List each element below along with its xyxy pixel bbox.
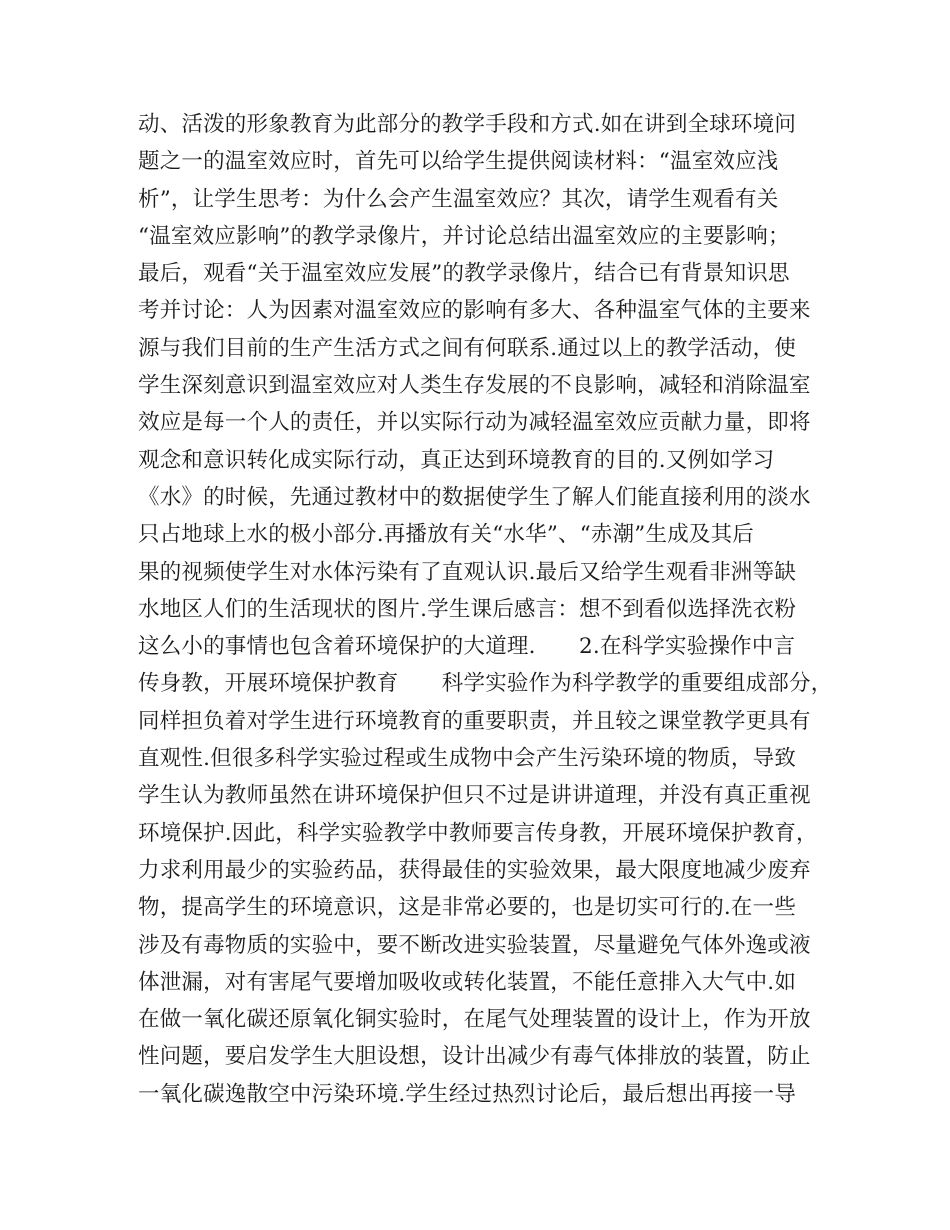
text-line: 观念和意识转化成实际行动，真正达到环境教育的目的.又例如学习 xyxy=(138,447,775,473)
text-line: 性问题，要启发学生大胆设想，设计出减少有毒气体排放的装置，防止 xyxy=(138,1044,811,1070)
body-text xyxy=(138,106,833,1113)
text-line: 水地区人们的生活现状的图片.学生课后感言：想不到看似选择洗衣粉 xyxy=(138,596,797,622)
text-line: 考并讨论：人为因素对温室效应的影响有多大、各种温室气体的主要来 xyxy=(138,298,811,324)
text-line: 最后，观看“关于温室效应发展”的教学录像片，结合已有背景知识思 xyxy=(138,261,790,287)
text-line: “温室效应影响”的教学录像片，并讨论总结出温室效应的主要影响； xyxy=(138,223,790,249)
text-line: 只占地球上水的极小部分.再播放有关“水华”、“赤潮”生成及其后 xyxy=(138,522,755,548)
text-line: 学生认为教师虽然在讲环境保护但只不过是讲讲道理，并没有真正重视 xyxy=(138,783,811,809)
text-line: 在做一氧化碳还原氧化铜实验时，在尾气处理装置的设计上，作为开放 xyxy=(138,1007,811,1033)
text-line: 《水》的时候，先通过教材中的数据使学生了解人们能直接利用的淡水 xyxy=(138,484,811,510)
text-line: 传身教，开展环境保护教育 科学实验作为科学教学的重要组成部分， xyxy=(138,671,833,697)
text-line: 体泄漏，对有害尾气要增加吸收或转化装置，不能任意排入大气中.如 xyxy=(138,969,797,995)
text-line: 题之一的温室效应时，首先可以给学生提供阅读材料：“温室效应浅 xyxy=(138,149,779,175)
text-line: 效应是每一个人的责任，并以实际行动为减轻温室效应贡献力量，即将 xyxy=(138,410,811,436)
text-line: 力求利用最少的实验药品，获得最佳的实验效果，最大限度地减少废弃 xyxy=(138,857,811,883)
text-line: 果的视频使学生对水体污染有了直观认识.最后又给学生观看非洲等缺 xyxy=(138,559,797,585)
text-line: 一氧化碳逸散空中污染环境.学生经过热烈讨论后，最后想出再接一导 xyxy=(138,1081,797,1107)
text-line: 同样担负着对学生进行环境教育的重要职责，并且较之课堂教学更具有 xyxy=(138,708,811,734)
text-line: 这么小的事情也包含着环境保护的大道理. 2.在科学实验操作中言 xyxy=(138,634,796,660)
text-line: 物，提高学生的环境意识，这是非常必要的，也是切实可行的.在一些 xyxy=(138,895,797,921)
text-line: 直观性.但很多科学实验过程或生成物中会产生污染环境的物质，导致 xyxy=(138,746,797,772)
text-line: 环境保护.因此，科学实验教学中教师要言传身教，开展环境保护教育， xyxy=(138,820,818,846)
text-line: 学生深刻意识到温室效应对人类生存发展的不良影响，减轻和消除温室 xyxy=(138,373,811,399)
text-line: 析”，让学生思考：为什么会产生温室效应？其次，请学生观看有关 xyxy=(138,186,779,212)
text-line: 涉及有毒物质的实验中，要不断改进实验装置，尽量避免气体外逸或液 xyxy=(138,932,811,958)
text-line: 动、活泼的形象教育为此部分的教学手段和方式.如在讲到全球环境问 xyxy=(138,112,797,137)
text-line: 源与我们目前的生产生活方式之间有何联系.通过以上的教学活动，使 xyxy=(138,335,797,361)
